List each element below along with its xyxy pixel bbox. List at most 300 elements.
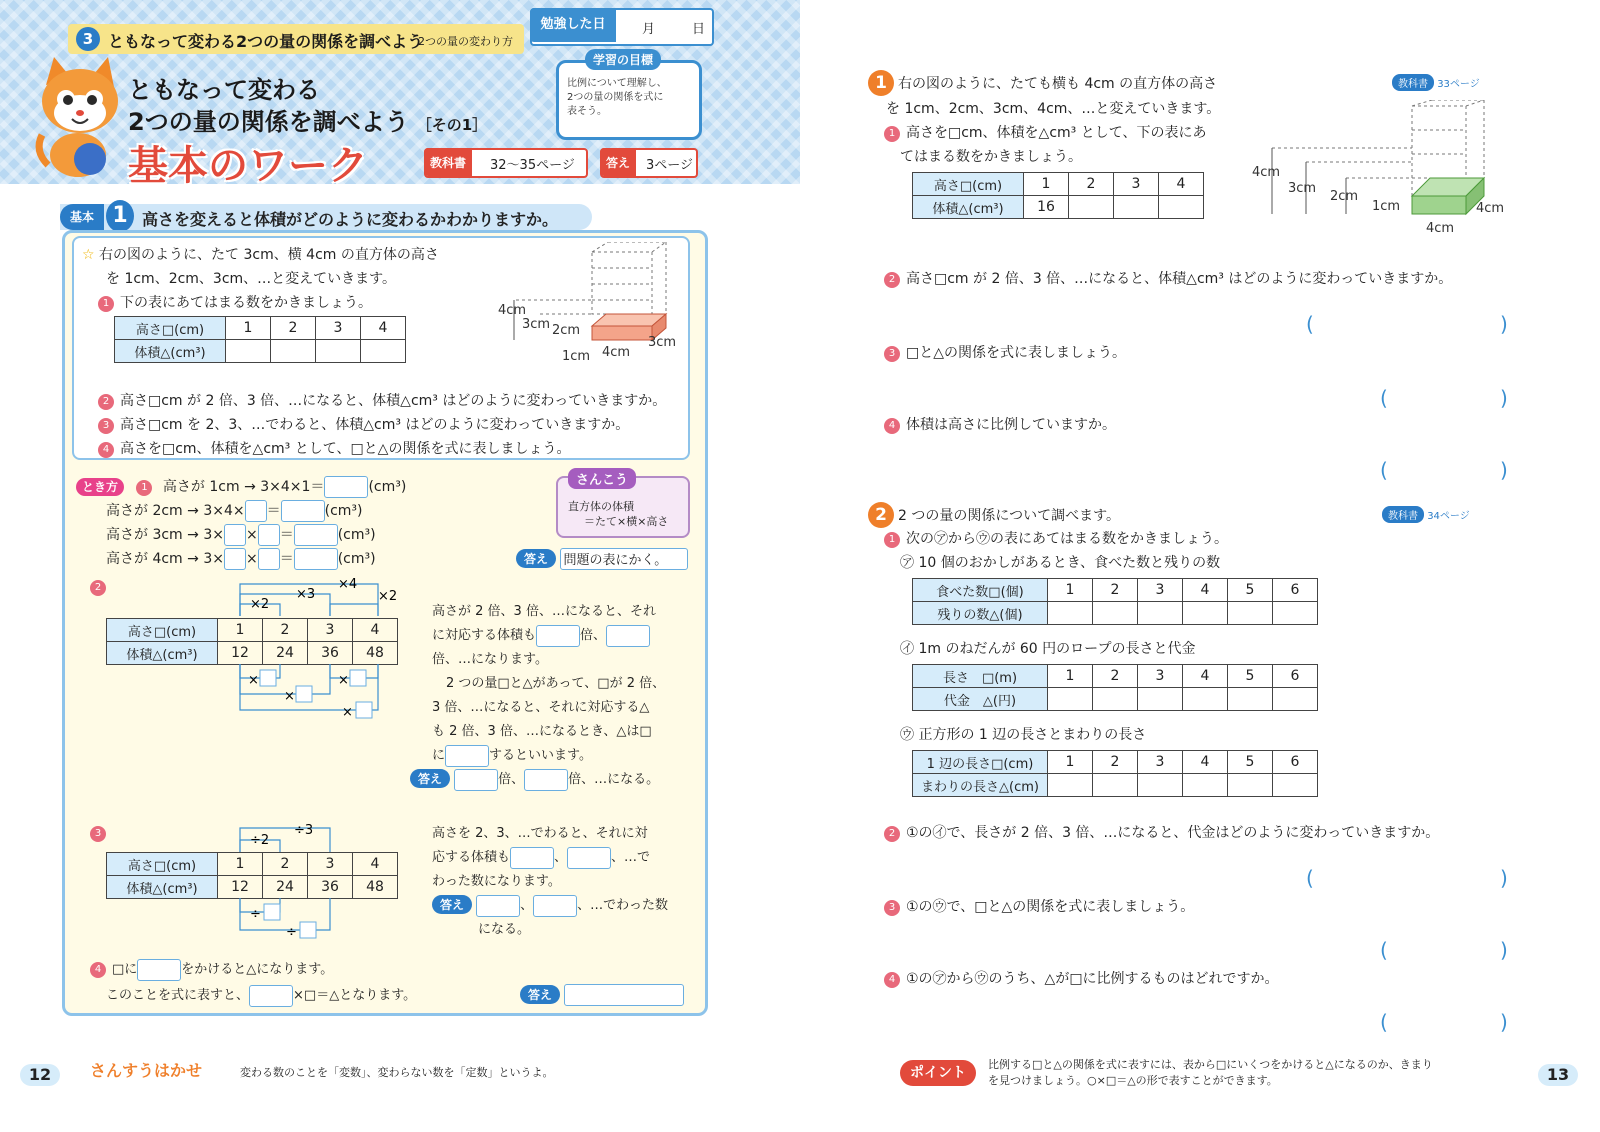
table-cell: 5	[1228, 579, 1273, 602]
unit-title-tape	[68, 24, 524, 54]
big-title: 基本のワーク	[128, 143, 368, 189]
page-number-left: 12	[20, 1064, 60, 1086]
explain-3-line2	[432, 846, 650, 869]
month-label: 月	[642, 22, 656, 37]
table-cell-blank[interactable]	[1069, 196, 1114, 219]
divide-sign: ÷	[286, 925, 297, 940]
answer-line-2	[410, 768, 659, 791]
table-row1-label: 高さ□(cm)	[115, 317, 226, 340]
table-row1-label: 高さ□(cm)	[913, 173, 1024, 196]
answer-1-text: 問題の表にかく。	[560, 548, 688, 570]
answer-box[interactable]	[356, 702, 372, 718]
cuboid-figure-right	[1250, 100, 1510, 236]
explain-4-line2	[106, 984, 416, 1007]
question-intro-2: を 1cm、2cm、3cm、…と変えていきます。	[106, 271, 397, 287]
fig-label: 1cm	[1372, 199, 1401, 214]
table-cell-blank[interactable]	[1048, 688, 1093, 711]
table-cell: 36	[308, 642, 353, 665]
table-cell: 4	[1159, 173, 1204, 196]
footer-text: 変わる数のことを「変数」、変わらない数を「定数」というよ。	[240, 1066, 554, 1079]
question-intro-1	[82, 244, 439, 264]
question-1-text: 下の表にあてはまる数をかきましょう。	[120, 295, 372, 311]
explain-2-line2-b: 倍、	[580, 628, 607, 643]
answer-line-4	[520, 984, 684, 1006]
table-cell: 6	[1273, 751, 1318, 774]
table-cell: 4	[353, 853, 398, 876]
explain-4-line2-b: ×□＝△となります。	[293, 988, 417, 1003]
table-b	[912, 664, 1318, 711]
mult-label: ×4	[338, 577, 358, 592]
answer-paren-open: (	[1380, 938, 1388, 962]
problem-2-q2	[884, 822, 1439, 842]
div-label: ÷3	[294, 823, 314, 838]
circled-2-icon: 2	[884, 826, 900, 842]
answer-box[interactable]	[258, 524, 280, 546]
question-4	[98, 438, 570, 458]
question-1	[98, 292, 372, 312]
question-2-text: 高さ□cm が 2 倍、3 倍、…になると、体積△cm³ はどのように変わっていきますか。	[120, 393, 667, 409]
answer-badge: 答え	[410, 769, 450, 788]
div-label: ÷2	[250, 833, 270, 848]
textbook-badge: 教科書	[1392, 74, 1434, 91]
question-3	[98, 414, 629, 434]
table-cell: 1	[218, 853, 263, 876]
table-row2-label: 体積△(cm³)	[115, 340, 226, 363]
study-date-label: 勉強した日	[530, 8, 616, 42]
answer-box[interactable]	[567, 847, 611, 869]
table-row1-label: 食べた数□(個)	[913, 579, 1048, 602]
sankou-text-2: ＝たて×横×高さ	[584, 515, 669, 528]
unit-label: (cm³)	[337, 527, 376, 543]
table-cell-blank[interactable]	[1183, 688, 1228, 711]
answer-box[interactable]	[324, 476, 368, 498]
table-cell: 3	[308, 853, 353, 876]
problem-1-number: 1	[868, 70, 894, 96]
explain-2-line3: 倍、…になります。	[432, 652, 548, 667]
table-cell-blank[interactable]	[1228, 602, 1273, 625]
answer-paren-open: (	[1380, 458, 1388, 482]
table-cell: 2	[1069, 173, 1114, 196]
table-cell: 24	[263, 642, 308, 665]
answer-box[interactable]	[224, 524, 246, 546]
answer-box[interactable]	[350, 670, 366, 686]
answer-badge: 答え	[432, 895, 472, 914]
table-row1-label: 1 辺の長さ□(cm)	[913, 751, 1048, 774]
table-c-title-text: 正方形の 1 辺の長さとまわりの長さ	[918, 727, 1147, 743]
cuboid-figure-left	[496, 242, 686, 364]
problem-1-q1-line1-text: 高さを□cm、体積を△cm³ として、下の表にあ	[906, 125, 1207, 141]
explain-3-line2-c: 、…で	[611, 850, 651, 865]
problem-2-intro	[868, 502, 1120, 528]
explain-4-line1	[90, 958, 333, 981]
circled-3-icon: 3	[90, 826, 106, 842]
problem-2-q3-text: ①の㋒で、□と△の関係を式に表しましょう。	[906, 899, 1195, 915]
question-4-text: 高さを□cm、体積を△cm³ として、□と△の関係を式に表しましょう。	[120, 441, 571, 457]
answer-paren-close: )	[1500, 1010, 1508, 1034]
day-label: 日	[692, 22, 706, 37]
explain-3-line3: わった数になります。	[432, 874, 561, 889]
answer-box[interactable]	[258, 548, 280, 570]
answer-box[interactable]	[260, 670, 276, 686]
answer-2-a: 倍、	[498, 772, 525, 787]
circled-1-icon: 1	[98, 296, 114, 312]
table-a-title-text: 10 個のおかしがあるとき、食べた数と残りの数	[918, 555, 1221, 571]
table-cell: 1	[1048, 665, 1093, 688]
table-cell: 3	[1138, 579, 1183, 602]
answer-box[interactable]	[536, 625, 580, 647]
answer-3-a: 、	[520, 898, 534, 913]
mark-c: ㋒	[900, 727, 914, 743]
table-c-title	[900, 724, 1146, 744]
circled-3-icon: 3	[884, 900, 900, 916]
table-c	[912, 750, 1318, 797]
explain-2-line7	[432, 744, 592, 767]
explain-2-line2	[432, 624, 650, 647]
answer-line-1	[516, 548, 688, 570]
table-cell: 2	[1093, 579, 1138, 602]
problem-1-intro-1	[868, 70, 1217, 96]
answer-box[interactable]	[606, 625, 650, 647]
table-cell: 12	[218, 876, 263, 899]
table-cell: 3	[308, 619, 353, 642]
mult-label: ×2	[378, 589, 398, 604]
table-cell: 5	[1228, 751, 1273, 774]
answer-paren-open: (	[1380, 386, 1388, 410]
answer-box[interactable]	[296, 686, 312, 702]
textbook-pages: 32〜35ページ	[490, 158, 575, 173]
answer-box[interactable]	[281, 500, 325, 522]
problem-2-textbook-page: 34ページ	[1427, 511, 1470, 522]
circled-1-icon: 1	[884, 532, 900, 548]
table-a	[912, 578, 1318, 625]
fig-label: 4cm	[1476, 201, 1505, 216]
circled-4-icon: 4	[884, 972, 900, 988]
circled-1-icon: 1	[136, 480, 152, 496]
explain-2-line6: も 2 倍、3 倍、…になるとき、△は□	[432, 724, 652, 739]
table-cell-blank[interactable]	[1228, 688, 1273, 711]
calc-3-text: 高さが 3cm → 3×	[106, 527, 224, 543]
answer-box[interactable]	[137, 959, 181, 981]
problem-2-intro-text: 2 つの量の関係について調べます。	[898, 508, 1120, 524]
table-cell: 1	[226, 317, 271, 340]
table-cell-blank[interactable]	[1138, 774, 1183, 797]
problem-1-q4	[884, 414, 1116, 434]
answer-paren-close: )	[1500, 866, 1508, 890]
fig-label: 2cm	[1330, 189, 1359, 204]
section-tag: 基本	[60, 204, 104, 230]
explain-4-line2-a: このことを式に表すと、	[106, 988, 250, 1003]
problem-1-q4-text: 体積は高さに比例していますか。	[906, 417, 1116, 433]
table-cell: 5	[1228, 665, 1273, 688]
answer-box[interactable]	[445, 745, 489, 767]
problem-2-q3	[884, 896, 1194, 916]
point-badge: ポイント	[900, 1060, 976, 1086]
textbook-pages-pill	[424, 148, 588, 178]
problem-1-q2	[884, 268, 1452, 288]
table-cell: 16	[1024, 196, 1069, 219]
divide-arrows-bottom	[230, 898, 360, 940]
answer-3-b: 、…でわった数	[577, 898, 669, 913]
times-sign: ×	[248, 673, 259, 688]
answer-3-c: になる。	[478, 922, 531, 937]
table-b-title	[900, 638, 1195, 658]
answer-box[interactable]	[224, 548, 246, 570]
table-cell: 12	[218, 642, 263, 665]
unit-label: (cm³)	[337, 551, 376, 567]
problem-1-table	[912, 172, 1204, 219]
multiply-arrows-bottom	[230, 664, 410, 720]
table-cell: 36	[308, 876, 353, 899]
answer-paren-close: )	[1500, 386, 1508, 410]
section-title: 高さを変えると体積がどのように変わるかわかりますか。	[142, 210, 559, 229]
fig-label: 1cm	[562, 349, 591, 364]
problem-1-q3-text: □と△の関係を式に表しましょう。	[906, 345, 1126, 361]
question-2	[98, 390, 666, 410]
table-cell-blank[interactable]	[1138, 688, 1183, 711]
goal-text-2: 2つの量の関係を式に	[567, 92, 664, 103]
goal-text-1: 比例について理解し、	[567, 78, 667, 89]
answer-box[interactable]	[564, 984, 684, 1006]
problem-1-q1-line2: てはまる数をかきましょう。	[900, 149, 1082, 165]
problem-1-textbook-page: 33ページ	[1437, 79, 1480, 90]
table-cell: 24	[263, 876, 308, 899]
table-cell: 1	[1024, 173, 1069, 196]
page-title-part: ［その1］	[416, 116, 488, 134]
explain-2-line7-a: に	[432, 748, 446, 763]
explain-4-line1-a: □に	[112, 962, 138, 977]
explain-2-line4: 2 つの量□と△があって、□が 2 倍、	[446, 676, 666, 691]
height-volume-table-3	[106, 852, 398, 899]
answer-paren-close: )	[1500, 312, 1508, 336]
table-row1-label: 高さ□(cm)	[107, 619, 218, 642]
answer-paren-close: )	[1500, 458, 1508, 482]
table-cell-blank[interactable]	[1114, 196, 1159, 219]
explain-2-line1: 高さが 2 倍、3 倍、…になると、それ	[432, 604, 656, 619]
question-intro-1-text: 右の図のように、たて 3cm、横 4cm の直方体の高さ	[99, 247, 439, 263]
multiply-arrows-top	[230, 576, 410, 620]
explain-3-line2-b: 、	[554, 850, 568, 865]
table-cell: 2	[263, 619, 308, 642]
page-title-line2-text: 2つの量の関係を調べよう	[128, 108, 409, 136]
goal-text	[567, 77, 667, 119]
answer-box[interactable]	[510, 847, 554, 869]
answer-paren-open: (	[1306, 312, 1314, 336]
calc-2-text: 高さが 2cm → 3×4×	[106, 503, 245, 519]
fig-label: 4cm	[1252, 165, 1281, 180]
reference-box	[556, 473, 690, 538]
table-cell: 48	[353, 876, 398, 899]
circled-3-icon: 3	[98, 418, 114, 434]
solution-line-2	[106, 500, 362, 522]
table-row2-label: まわりの長さ△(cm)	[913, 774, 1048, 797]
problem-1-textbook-ref	[1392, 74, 1480, 91]
fig-label: 4cm	[1426, 221, 1455, 236]
table-cell-blank[interactable]	[1048, 602, 1093, 625]
problem-1-q3	[884, 342, 1126, 362]
answer-paren-open: (	[1380, 1010, 1388, 1034]
table-cell-blank[interactable]	[361, 340, 406, 363]
table-cell-blank[interactable]	[1138, 602, 1183, 625]
circled-3-marker	[90, 822, 112, 842]
fig-label: 4cm	[602, 345, 631, 360]
explain-2-line5: 3 倍、…になると、それに対応する△	[432, 700, 650, 715]
textbook-badge: 教科書	[1382, 506, 1424, 523]
calc-1-text: 高さが 1cm → 3×4×1＝	[162, 479, 325, 495]
table-cell: 6	[1273, 579, 1318, 602]
table-cell: 3	[1138, 751, 1183, 774]
explain-2-line7-b: するといいます。	[489, 748, 592, 763]
solution-line-4	[106, 548, 376, 570]
unit-number: 3	[76, 27, 100, 51]
answer-box[interactable]	[300, 922, 316, 938]
table-cell: 3	[1114, 173, 1159, 196]
unit-subtitle: 2つの量の変わり方	[418, 35, 513, 48]
answer-box[interactable]	[249, 985, 293, 1007]
explain-3-line1: 高さを 2、3、…でわると、それに対	[432, 826, 648, 841]
divide-sign: ÷	[250, 907, 261, 922]
table-cell-blank[interactable]	[1273, 602, 1318, 625]
table-cell-blank[interactable]	[1183, 602, 1228, 625]
times-sign: ×	[245, 527, 258, 543]
table-row2-label: 体積△(cm³)	[107, 642, 218, 665]
question-3-text: 高さ□cm を 2、3、…でわると、体積△cm³ はどのように変わっていきますか。	[120, 417, 630, 433]
answer-box[interactable]	[533, 895, 577, 917]
table-cell-blank[interactable]	[1273, 688, 1318, 711]
table-cell: 4	[361, 317, 406, 340]
table-cell: 2	[263, 853, 308, 876]
point-text-1: 比例する□と△の関係を式に表すには、表から□にいくつをかけると△になるのか、きまり	[988, 1058, 1433, 1071]
table-cell: 2	[271, 317, 316, 340]
explain-2-line2-a: に対応する体積も	[432, 628, 537, 643]
fig-label: 3cm	[648, 335, 677, 350]
star-icon: ☆	[82, 247, 95, 263]
study-date-box	[530, 8, 714, 46]
page-title-line1: ともなって変わる	[128, 76, 320, 104]
solution-line-3	[106, 524, 376, 546]
circled-3-icon: 3	[884, 346, 900, 362]
mark-a: ㋐	[900, 555, 914, 571]
answer-box[interactable]	[524, 769, 568, 791]
circled-4-icon: 4	[884, 418, 900, 434]
problem-2-q2-text: ①の㋑で、長さが 2 倍、3 倍、…になると、代金はどのように変わっていきますか。	[906, 825, 1440, 841]
table-cell-blank[interactable]	[271, 340, 316, 363]
table-cell: 4	[1183, 751, 1228, 774]
problem-1-q1-line1	[884, 122, 1206, 142]
answer-box[interactable]	[454, 769, 498, 791]
table-cell-blank[interactable]	[1159, 196, 1204, 219]
table-row2-label: 残りの数△(個)	[913, 602, 1048, 625]
fig-label: 3cm	[522, 317, 551, 332]
problem-1-q2-text: 高さ□cm が 2 倍、3 倍、…になると、体積△cm³ はどのように変わっていきますか。	[906, 271, 1453, 287]
fig-label: 4cm	[498, 303, 527, 318]
answer-badge: 答え	[516, 549, 556, 568]
mult-label: ×2	[250, 597, 270, 612]
answer-box[interactable]	[264, 904, 280, 920]
circled-4-icon: 4	[90, 962, 106, 978]
table-cell: 4	[1183, 665, 1228, 688]
equals-sign: ＝	[279, 551, 294, 567]
times-sign: ×	[342, 705, 353, 720]
cat-mascot-icon	[28, 55, 128, 180]
table-cell-blank[interactable]	[1093, 688, 1138, 711]
answer-label: 答え	[600, 148, 636, 176]
table-cell: 1	[1048, 579, 1093, 602]
sankou-label: さんこう	[568, 468, 636, 489]
table-cell-blank[interactable]	[1048, 774, 1093, 797]
circled-2-icon: 2	[884, 272, 900, 288]
table-cell: 3	[1138, 665, 1183, 688]
times-sign: ×	[245, 551, 258, 567]
table-row2-label: 代金 △(円)	[913, 688, 1048, 711]
unit-label: (cm³)	[324, 503, 363, 519]
problem-1-intro-1-text: 右の図のように、たても横も 4cm の直方体の高さ	[898, 76, 1218, 92]
table-cell: 6	[1273, 665, 1318, 688]
times-sign: ×	[338, 673, 349, 688]
answer-paren-close: )	[1500, 938, 1508, 962]
problem-2-q1-text: 次の㋐から㋒の表にあてはまる数をかきましょう。	[906, 531, 1228, 547]
table-row2-label: 体積△(cm³)	[107, 876, 218, 899]
problem-2-number: 2	[868, 502, 894, 528]
problem-2-textbook-ref	[1382, 506, 1470, 523]
page-number-right: 13	[1538, 1064, 1578, 1086]
table-cell-blank[interactable]	[1093, 602, 1138, 625]
table-cell-blank[interactable]	[316, 340, 361, 363]
table-cell-blank[interactable]	[1093, 774, 1138, 797]
circled-2-marker	[90, 576, 112, 596]
problem-2-q4-text: ①の㋐から㋒のうち、△が□に比例するものはどれですか。	[906, 971, 1279, 987]
circled-2-icon: 2	[98, 394, 114, 410]
unit-title: ともなって変わる2つの量の関係を調べよう	[108, 32, 424, 51]
table-cell-blank[interactable]	[1273, 774, 1318, 797]
explain-3-line2-a: 応する体積も	[432, 850, 511, 865]
answer-2-b: 倍、…になる。	[568, 772, 660, 787]
footer-logo: さんすうはかせ	[90, 1061, 203, 1080]
problem-2-q1	[884, 528, 1228, 548]
table-cell: 2	[1093, 665, 1138, 688]
answer-page-pill	[600, 148, 698, 178]
answer-badge: 答え	[520, 985, 560, 1004]
section-number: 1	[106, 200, 134, 232]
mult-label: ×3	[296, 587, 316, 602]
unit-label: (cm³)	[368, 479, 407, 495]
table-cell-blank[interactable]	[1183, 774, 1228, 797]
table-cell: 2	[1093, 751, 1138, 774]
table-cell-blank[interactable]	[226, 340, 271, 363]
mark-b: ㋑	[900, 641, 914, 657]
answer-paren-open: (	[1306, 866, 1314, 890]
table-cell: 4	[1183, 579, 1228, 602]
answer-box[interactable]	[294, 524, 338, 546]
table-cell-blank[interactable]	[1228, 774, 1273, 797]
answer-box[interactable]	[294, 548, 338, 570]
sankou-text-1: 直方体の体積	[568, 500, 634, 513]
fig-label: 2cm	[552, 323, 581, 338]
solution-line-1	[76, 476, 406, 498]
fig-label: 3cm	[1288, 181, 1317, 196]
equals-sign: ＝	[279, 527, 294, 543]
height-volume-table	[114, 316, 406, 363]
circled-4-icon: 4	[98, 442, 114, 458]
answer-box[interactable]	[476, 895, 520, 917]
table-cell: 1	[1048, 751, 1093, 774]
table-a-title	[900, 552, 1220, 572]
circled-1-icon: 1	[884, 126, 900, 142]
table-cell: 1	[218, 619, 263, 642]
height-volume-table-2	[106, 618, 398, 665]
tokikata-badge: とき方	[76, 478, 124, 496]
answer-box[interactable]	[245, 500, 267, 522]
times-sign: ×	[284, 689, 295, 704]
